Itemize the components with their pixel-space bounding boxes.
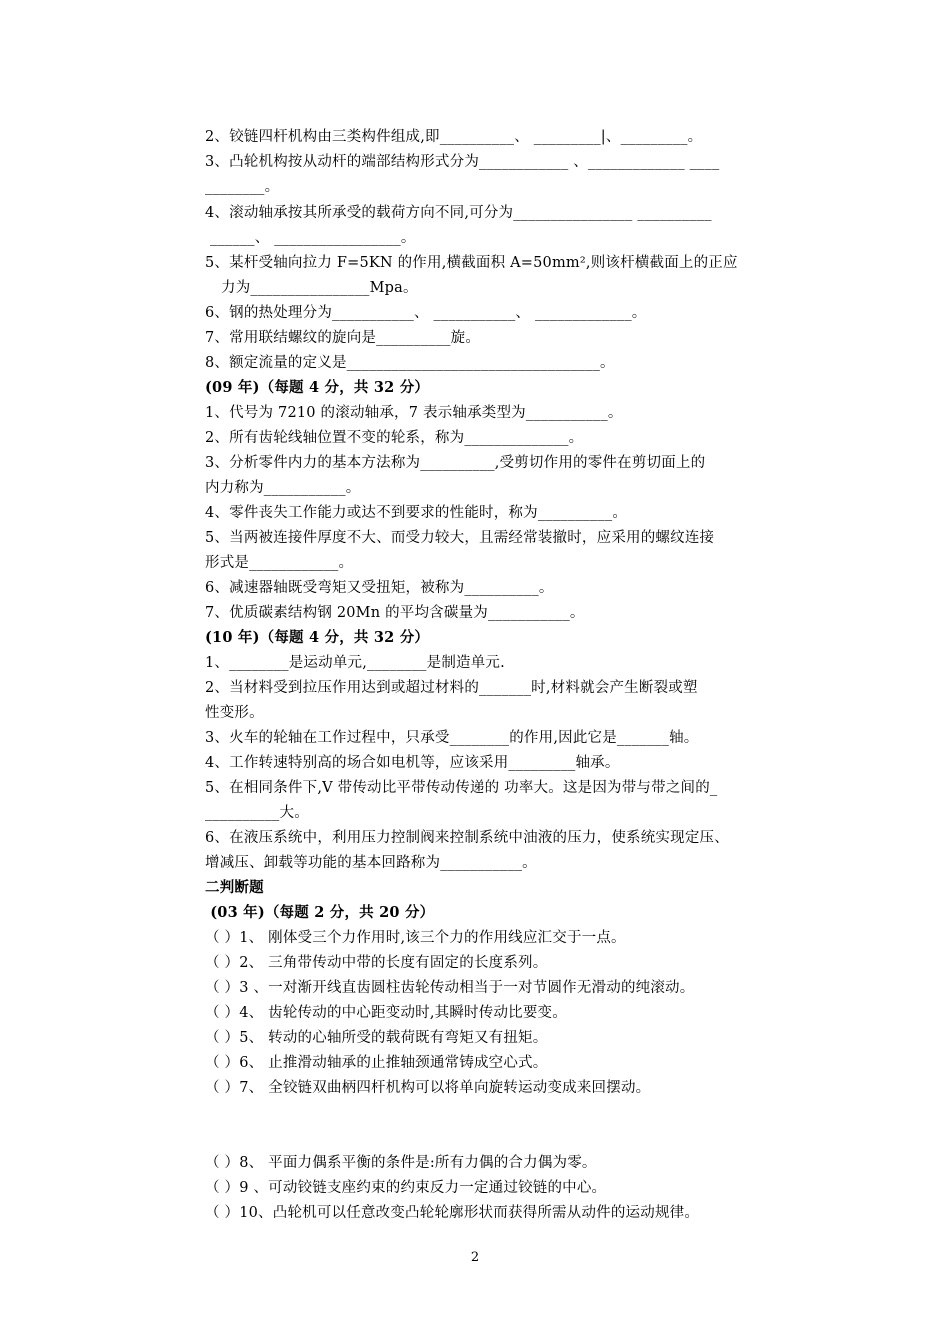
- text-line: 二判断题: [205, 879, 264, 896]
- text-line: 3、凸轮机构按从动杆的端部结构形式分为____________ 、_____________ ____: [205, 154, 720, 170]
- text-line: 5、当两被连接件厚度不大、而受力较大，且需经常装撤时，应采用的螺纹连接: [205, 530, 715, 546]
- page-number: 2: [470, 1250, 480, 1265]
- text-line: 4、零件丧失工作能力或达不到要求的性能时，称为__________。: [205, 505, 628, 521]
- text-line: 2、所有齿轮线轴位置不变的轮系，称为______________。: [205, 430, 584, 446]
- text-line: 形式是____________。: [205, 555, 354, 571]
- text-line: 2、当材料受到拉压作用达到或超过材料的_______时,材料就会产生断裂或塑: [205, 680, 698, 696]
- text-line: 内力称为___________。: [205, 480, 361, 496]
- text-line: 1、代号为 7210 的滚动轴承，7 表示轴承类型为___________。: [205, 405, 623, 421]
- text-line: __________大。: [205, 805, 309, 821]
- text-line: 4、工作转速特别高的场合如电机等，应该采用_________轴承。: [205, 755, 620, 771]
- text-line: 8、额定流量的定义是__________________________________。: [205, 355, 615, 371]
- text-line: （ ）10、凸轮机可以任意改变凸轮轮廓形状而获得所需从动件的运动规律。: [205, 1205, 700, 1221]
- text-line: （ ）1、 刚体受三个力作用时,该三个力的作用线应汇交于一点。: [205, 930, 626, 946]
- text-line: 力为________________Mpa。: [221, 280, 418, 296]
- text-line: 1、________是运动单元,________是制造单元.: [205, 655, 505, 671]
- text-line: 6、在液压系统中，利用压力控制阀来控制系统中油液的压力，使系统实现定压、: [205, 830, 729, 846]
- text-line: 4、滚动轴承按其所承受的载荷方向不同,可分为________________ __________: [205, 205, 712, 221]
- text-line: （ ）3 、一对渐开线直齿圆柱齿轮传动相当于一对节圆作无滑动的纯滚动。: [205, 980, 695, 996]
- text-line: 性变形。: [205, 705, 264, 721]
- text-line: 增减压、卸载等功能的基本回路称为___________。: [205, 855, 537, 871]
- text-line: （ ）2、 三角带传动中带的长度有固定的长度系列。: [205, 955, 548, 971]
- text-line: 2、铰链四杆机构由三类构件组成,即__________、 _________|、_________。: [205, 129, 703, 145]
- text-line: （ ）9 、可动铰链支座约束的约束反力一定通过铰链的中心。: [205, 1180, 607, 1196]
- text-line: 6、钢的热处理分为___________、 ___________、 _____________。: [205, 305, 647, 321]
- text-line: （ ）7、 全铰链双曲柄四杆机构可以将单向旋转运动变成来回摆动。: [205, 1080, 651, 1096]
- text-line: 3、火车的轮轴在工作过程中，只承受________的作用,因此它是_______轴。: [205, 730, 699, 746]
- text-line: （ ）8、 平面力偶系平衡的条件是:所有力偶的合力偶为零。: [205, 1155, 597, 1171]
- text-line: 5、某杆受轴向拉力 F=5KN 的作用,横截面积 A=50mm²,则该杆横截面上的正应: [205, 255, 738, 271]
- text-line: （ ）5、 转动的心轴所受的载荷既有弯矩又有扭矩。: [205, 1030, 548, 1046]
- text-line: (09 年)（每题 4 分，共 32 分）: [205, 379, 430, 396]
- text-line: ______、 _________________。: [210, 230, 416, 246]
- text-line: (10 年)（每题 4 分，共 32 分）: [205, 629, 430, 646]
- text-line: （ ）6、 止推滑动轴承的止推轴颈通常铸成空心式。: [205, 1055, 548, 1071]
- text-line: （ ）4、 齿轮传动的中心距变动时,其瞬时传动比要变。: [205, 1005, 567, 1021]
- text-line: 6、减速器轴既受弯矩又受扭矩，被称为__________。: [205, 580, 554, 596]
- text-line: 7、优质碳素结构钢 20Mn 的平均含碳量为___________。: [205, 605, 585, 621]
- text-line: (03 年)（每题 2 分，共 20 分）: [205, 904, 435, 921]
- text-line: 5、在相同条件下,V 带传动比平带传动传递的 功率大。这是因为带与带之间的_: [205, 780, 718, 796]
- text-line: ________。: [205, 179, 280, 195]
- text-line: 3、分析零件内力的基本方法称为__________,受剪切作用的零件在剪切面上的: [205, 455, 706, 471]
- text-line: 7、常用联结螺纹的旋向是__________旋。: [205, 330, 481, 346]
